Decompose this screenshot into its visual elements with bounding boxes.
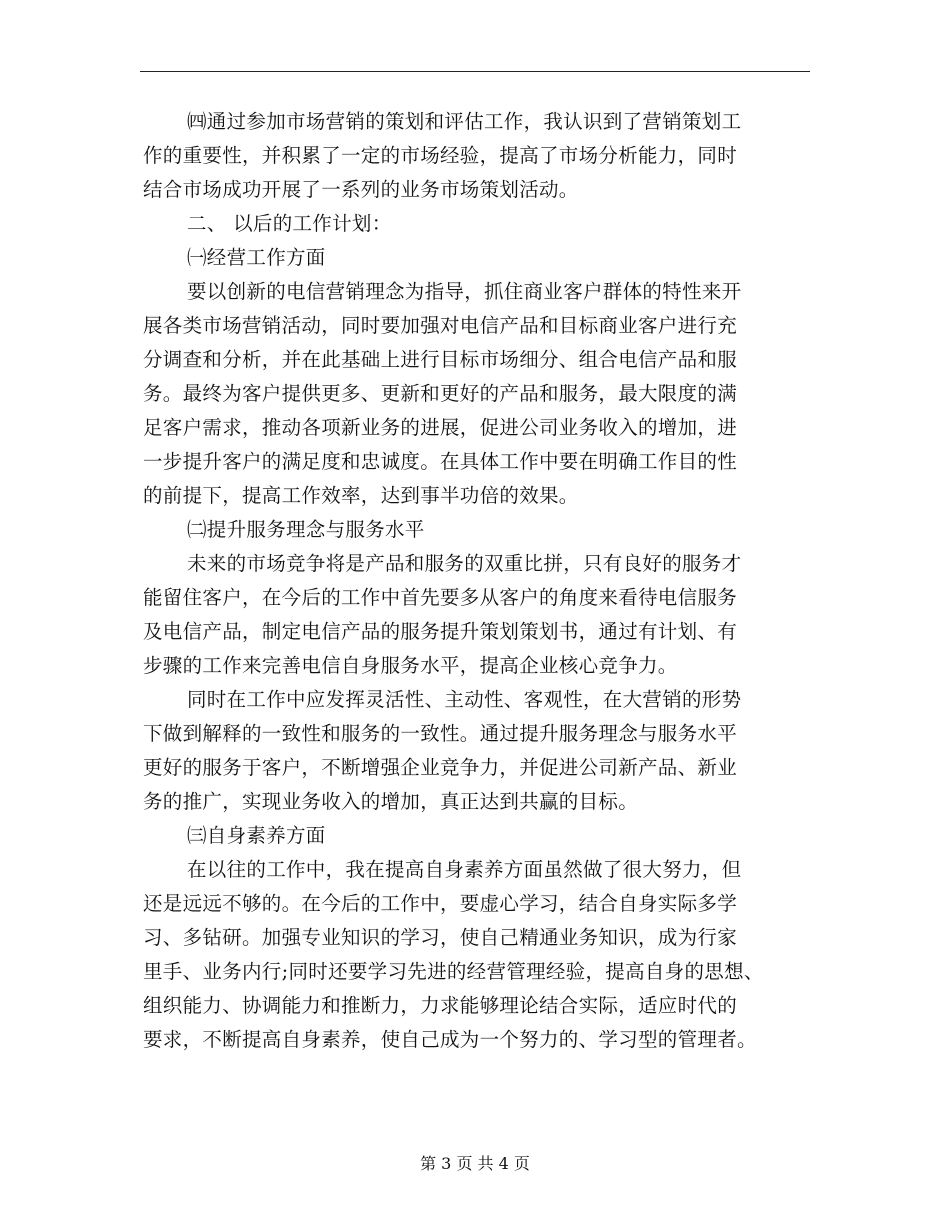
text-line: 足客户需求，推动各项新业务的进展，促进公司业务收入的增加，进 bbox=[143, 416, 738, 439]
text-line: 在以往的工作中，我在提高自身素养方面虽然做了很大努力，但 bbox=[187, 858, 742, 881]
text-line: 组织能力、协调能力和推断力，力求能够理论结合实际，适应时代的 bbox=[143, 994, 738, 1017]
page-footer: 第 3 页 共 4 页 bbox=[420, 1154, 530, 1173]
text-line: ㈡提升服务理念与服务水平 bbox=[187, 518, 425, 541]
text-line: 下做到解释的一致性和服务的一致性。通过提升服务理念与服务水平 bbox=[143, 722, 738, 745]
text-line: 步骤的工作来完善电信自身服务水平，提高企业核心竞争力。 bbox=[143, 654, 678, 677]
text-line: ㈣通过参加市场营销的策划和评估工作，我认识到了营销策划工 bbox=[187, 110, 742, 133]
text-line: 同时在工作中应发挥灵活性、主动性、客观性，在大营销的形势 bbox=[187, 688, 742, 711]
text-line: 展各类市场营销活动，同时要加强对电信产品和目标商业客户进行充 bbox=[143, 314, 738, 337]
text-line: 务的推广，实现业务收入的增加，真正达到共赢的目标。 bbox=[143, 790, 639, 813]
text-line: 务。最终为客户提供更多、更新和更好的产品和服务，最大限度的满 bbox=[143, 382, 738, 405]
text-line: 的前提下，提高工作效率，达到事半功倍的效果。 bbox=[143, 484, 579, 507]
text-line: 作的重要性，并积累了一定的市场经验，提高了市场分析能力，同时 bbox=[143, 144, 738, 167]
text-line: 未来的市场竞争将是产品和服务的双重比拼，只有良好的服务才 bbox=[187, 552, 742, 575]
text-line: 更好的服务于客户，不断增强企业竞争力，并促进公司新产品、新业 bbox=[143, 756, 738, 779]
text-line: 要以创新的电信营销理念为指导，抓住商业客户群体的特性来开 bbox=[187, 280, 742, 303]
text-line: 能留住客户，在今后的工作中首先要多从客户的角度来看待电信服务 bbox=[143, 586, 738, 609]
header-rule bbox=[140, 71, 810, 72]
text-line: 习、多钻研。加强专业知识的学习，使自己精通业务知识，成为行家 bbox=[143, 926, 738, 949]
text-line: ㈢自身素养方面 bbox=[187, 824, 326, 847]
document-body bbox=[143, 105, 815, 1057]
text-line: 里手、业务内行;同时还要学习先进的经营管理经验，提高自身的思想、 bbox=[143, 960, 764, 983]
text-line: 一步提升客户的满足度和忠诚度。在具体工作中要在明确工作目的性 bbox=[143, 450, 738, 473]
text-line: 结合市场成功开展了一系列的业务市场策划活动。 bbox=[143, 178, 579, 201]
text-line: 还是远远不够的。在今后的工作中，要虚心学习，结合自身实际多学 bbox=[143, 892, 738, 915]
text-line: 分调查和分析，并在此基础上进行目标市场细分、组合电信产品和服 bbox=[143, 348, 738, 371]
text-line: 及电信产品，制定电信产品的服务提升策划策划书，通过有计划、有 bbox=[143, 620, 738, 643]
text-line: 要求，不断提高自身素养，使自己成为一个努力的、学习型的管理者。 bbox=[143, 1028, 757, 1051]
text-line: 二、 以后的工作计划： bbox=[187, 212, 392, 235]
text-line: ㈠经营工作方面 bbox=[187, 246, 326, 269]
